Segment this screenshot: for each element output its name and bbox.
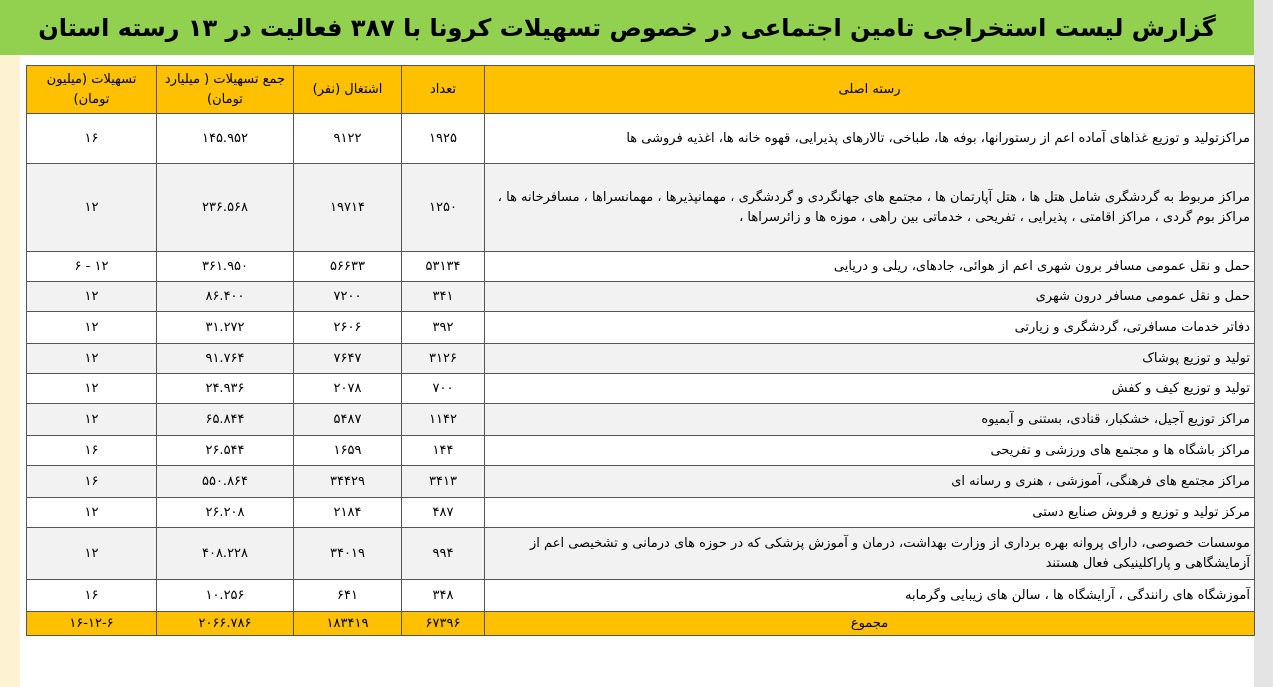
cell-category: حمل و نقل عمومی مسافر درون شهری <box>485 282 1255 312</box>
cell-facility: ۱۲ <box>27 404 157 436</box>
cell-facility: ۱۲ <box>27 312 157 344</box>
table-row <box>27 436 1255 466</box>
cell-facility: ۱۲ <box>27 282 157 312</box>
cell-total-facility: ۲۳۶.۵۶۸ <box>157 164 294 252</box>
cell-category: تولید و توزیع پوشاک <box>485 344 1255 374</box>
cell-total-facility: ۳۶۱.۹۵۰ <box>157 252 294 282</box>
cell-count: ۴۸۷ <box>402 498 485 528</box>
cell-count: ۳۱۲۶ <box>402 344 485 374</box>
cell-employment: ۲۱۸۴ <box>294 498 402 528</box>
table-row <box>27 404 1255 436</box>
cell-employment: ۲۰۷۸ <box>294 374 402 404</box>
cell-category: حمل و نقل عمومی مسافر برون شهری اعم از هوائی، جادهای، ریلی و دریایی <box>485 252 1255 282</box>
total-facility-cell: ۱۶-۱۲-۶ <box>27 612 157 636</box>
cell-facility: ۱۲ - ۶ <box>27 252 157 282</box>
table-row <box>27 114 1255 164</box>
cell-employment: ۱۶۵۹ <box>294 436 402 466</box>
cell-employment: ۹۱۲۲ <box>294 114 402 164</box>
header-row <box>27 66 1255 114</box>
table-row <box>27 164 1255 252</box>
table-row <box>27 312 1255 344</box>
cell-employment: ۳۴۰۱۹ <box>294 528 402 580</box>
cell-count: ۳۹۲ <box>402 312 485 344</box>
header-employment: اشتغال (نفر) <box>294 66 402 114</box>
cell-category: تولید و توزیع کیف و کفش <box>485 374 1255 404</box>
cell-facility: ۱۶ <box>27 580 157 612</box>
report-table <box>26 65 1255 636</box>
cell-total-facility: ۳۱.۲۷۲ <box>157 312 294 344</box>
table-row <box>27 252 1255 282</box>
cell-count: ۱۱۴۲ <box>402 404 485 436</box>
cell-count: ۳۴۱۳ <box>402 466 485 498</box>
cell-total-facility: ۱۴۵.۹۵۲ <box>157 114 294 164</box>
cell-total-facility: ۲۶.۵۴۴ <box>157 436 294 466</box>
cell-total-facility: ۸۶.۴۰۰ <box>157 282 294 312</box>
cell-facility: ۱۲ <box>27 498 157 528</box>
total-row <box>27 612 1255 636</box>
header-total-facility: جمع تسهیلات ( میلیارد تومان) <box>157 66 294 114</box>
cell-total-facility: ۱۰.۲۵۶ <box>157 580 294 612</box>
cell-count: ۱۹۲۵ <box>402 114 485 164</box>
cell-employment: ۷۲۰۰ <box>294 282 402 312</box>
table-row <box>27 580 1255 612</box>
cell-facility: ۱۲ <box>27 164 157 252</box>
cell-count: ۱۲۵۰ <box>402 164 485 252</box>
cell-count: ۳۴۱ <box>402 282 485 312</box>
cell-count: ۷۰۰ <box>402 374 485 404</box>
cell-facility: ۱۲ <box>27 528 157 580</box>
cell-total-facility: ۹۱.۷۶۴ <box>157 344 294 374</box>
cell-category: مراکز توزیع آجیل، خشکبار، قنادی، بستنی و آبمیوه <box>485 404 1255 436</box>
cell-facility: ۱۲ <box>27 344 157 374</box>
cell-category: مرکز تولید و توزیع و فروش صنایع دستی <box>485 498 1255 528</box>
cell-count: ۱۴۴ <box>402 436 485 466</box>
cell-count: ۵۳۱۳۴ <box>402 252 485 282</box>
total-employment-cell: ۱۸۳۴۱۹ <box>294 612 402 636</box>
total-sum-cell: ۲۰۶۶.۷۸۶ <box>157 612 294 636</box>
cell-category: مراکز باشگاه ها و مجتمع های ورزشی و تفریحی <box>485 436 1255 466</box>
cell-category: مراکز مجتمع های فرهنگی، آموزشی ، هنری و رسانه ای <box>485 466 1255 498</box>
cell-category: دفاتر خدمات مسافرتی، گردشگری و زیارتی <box>485 312 1255 344</box>
header-facility: تسهیلات (میلیون تومان) <box>27 66 157 114</box>
cell-employment: ۳۴۴۲۹ <box>294 466 402 498</box>
cell-employment: ۵۴۸۷ <box>294 404 402 436</box>
cell-facility: ۱۶ <box>27 436 157 466</box>
report-title: گزارش لیست استخراجی تامین اجتماعی در خصوص تسهیلات کرونا با ۳۸۷ فعالیت در ۱۳ رسته استان <box>38 13 1216 42</box>
cell-count: ۹۹۴ <box>402 528 485 580</box>
cell-facility: ۱۶ <box>27 466 157 498</box>
cell-employment: ۱۹۷۱۴ <box>294 164 402 252</box>
cell-total-facility: ۶۵.۸۴۴ <box>157 404 294 436</box>
cell-total-facility: ۵۵۰.۸۶۴ <box>157 466 294 498</box>
header-count: تعداد <box>402 66 485 114</box>
cell-facility: ۱۶ <box>27 114 157 164</box>
header-category: رسته اصلی <box>485 66 1255 114</box>
left-margin-strip <box>0 55 20 687</box>
cell-category: موسسات خصوصی، دارای پروانه بهره برداری از وزارت بهداشت، درمان و آموزش پزشکی که در حوزه های درمانی و تشخیصی اعم از آزمایشگاهی و پاراکلینیکی فعال هستند <box>485 528 1255 580</box>
cell-count: ۳۴۸ <box>402 580 485 612</box>
report-sheet <box>20 55 1254 687</box>
cell-employment: ۷۶۴۷ <box>294 344 402 374</box>
table-row <box>27 528 1255 580</box>
table-row <box>27 282 1255 312</box>
cell-employment: ۶۴۱ <box>294 580 402 612</box>
cell-category: مراکزتولید و توزیع غذاهای آماده اعم از رستورانها، بوفه ها، طباخی، تالارهای پذیرایی، قهوه خانه ها، اغذیه فروشی ها <box>485 114 1255 164</box>
table-row <box>27 466 1255 498</box>
cell-category: آموزشگاه های رانندگی ، آرایشگاه ها ، سالن های زیبایی وگرمابه <box>485 580 1255 612</box>
title-banner <box>0 0 1254 55</box>
cell-facility: ۱۲ <box>27 374 157 404</box>
right-margin-strip <box>1254 0 1273 687</box>
table-row <box>27 374 1255 404</box>
cell-total-facility: ۲۶.۲۰۸ <box>157 498 294 528</box>
total-label-cell: مجموع <box>485 612 1255 636</box>
cell-employment: ۲۶۰۶ <box>294 312 402 344</box>
cell-employment: ۵۶۶۳۳ <box>294 252 402 282</box>
cell-total-facility: ۴۰۸.۲۲۸ <box>157 528 294 580</box>
cell-total-facility: ۲۴.۹۳۶ <box>157 374 294 404</box>
table-row <box>27 344 1255 374</box>
cell-category: مراکز مربوط به گردشگری شامل هتل ها ، هتل آپارتمان ها ، مجتمع های جهانگردی و گردشگری ، مهمانپذیرها ، مهمانسراها ، مسافرخانه ها ، مراکز بوم گردی ، مراکز اقامتی ، پذیرایی ، تفریحی ، خدماتی بین راهی ، موزه ها و زائرسراها ، <box>485 164 1255 252</box>
total-count-cell: ۶۷۳۹۶ <box>402 612 485 636</box>
table-row <box>27 498 1255 528</box>
